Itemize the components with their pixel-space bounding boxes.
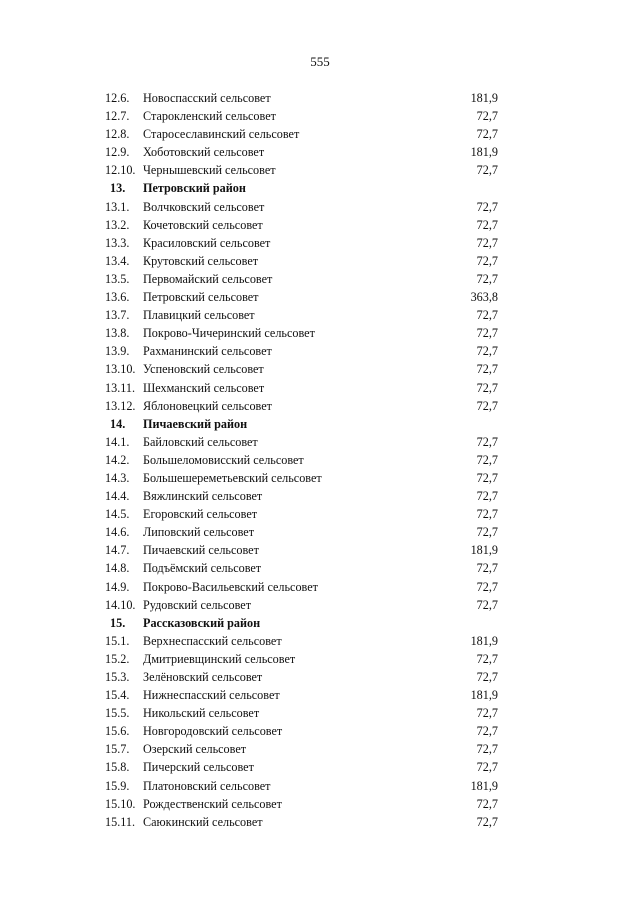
table-row — [0, 161, 640, 179]
district-heading-row — [0, 614, 640, 632]
row-value: 72,7 — [476, 651, 498, 666]
council-name: Покрово-Чичеринский сельсовет — [143, 326, 315, 341]
council-name: Первомайский сельсовет — [143, 271, 273, 286]
table-row — [0, 541, 640, 559]
row-number: 14.10. — [105, 597, 136, 612]
council-name: Озерский сельсовет — [143, 742, 247, 757]
council-name: Чернышевский сельсовет — [143, 163, 276, 178]
table-row — [0, 143, 640, 161]
row-value: 72,7 — [476, 326, 498, 341]
council-name: Плавицкий сельсовет — [143, 308, 255, 323]
row-number: 12.6. — [105, 91, 130, 105]
row-number: 13. — [110, 181, 126, 196]
row-value: 181,9 — [470, 145, 498, 160]
row-value: 72,7 — [476, 706, 498, 721]
row-number: 15.10. — [105, 796, 136, 811]
row-value: 72,7 — [476, 742, 498, 757]
row-number: 15.2. — [105, 651, 130, 666]
council-name: Зелёновский сельсовет — [143, 670, 263, 684]
council-name: Старокленский сельсовет — [143, 109, 276, 124]
row-value: 181,9 — [470, 91, 498, 105]
row-number: 14.5. — [105, 507, 130, 522]
row-value: 72,7 — [476, 199, 498, 214]
council-name: Красиловский сельсовет — [143, 235, 271, 250]
page-number: 555 — [310, 54, 330, 69]
row-value: 72,7 — [476, 380, 498, 395]
council-name: Вяжлинский сельсовет — [143, 489, 263, 504]
row-value: 72,7 — [476, 398, 498, 413]
council-name: Дмитриевщинский сельсовет — [143, 651, 296, 666]
table-row — [0, 668, 640, 686]
row-number: 13.8. — [105, 326, 130, 341]
table-row — [0, 306, 640, 324]
table-row — [0, 650, 640, 668]
row-number: 14.7. — [105, 543, 130, 558]
row-number: 12.8. — [105, 127, 130, 142]
row-number: 13.6. — [105, 290, 130, 305]
table-row — [0, 397, 640, 415]
row-number: 15.11. — [105, 814, 136, 829]
row-value: 72,7 — [476, 489, 498, 504]
table-row — [0, 360, 640, 378]
row-number: 12.7. — [105, 109, 130, 124]
table-row — [0, 740, 640, 758]
table-row — [0, 216, 640, 234]
row-number: 13.2. — [105, 217, 130, 232]
row-number: 13.3. — [105, 235, 130, 250]
row-value: 72,7 — [476, 507, 498, 522]
table-row — [0, 469, 640, 487]
table-row — [0, 89, 640, 107]
council-name: Верхнеспасский сельсовет — [143, 633, 282, 648]
row-number: 14.3. — [105, 470, 130, 485]
row-value: 72,7 — [476, 470, 498, 485]
row-value: 72,7 — [476, 271, 498, 286]
table-row — [0, 288, 640, 306]
row-value: 72,7 — [476, 724, 498, 739]
row-value: 72,7 — [476, 235, 498, 250]
council-name: Старосеславинский сельсовет — [143, 127, 300, 142]
row-value: 72,7 — [476, 597, 498, 612]
table-row — [0, 559, 640, 577]
row-value: 72,7 — [476, 670, 498, 684]
council-name: Байловский сельсовет — [143, 434, 258, 449]
row-number: 14.2. — [105, 452, 130, 467]
table-row — [0, 578, 640, 596]
table-row — [0, 505, 640, 523]
table-row — [0, 270, 640, 288]
council-name: Петровский сельсовет — [143, 290, 259, 305]
council-name: Никольский сельсовет — [143, 706, 260, 721]
row-number: 15.8. — [105, 760, 130, 775]
row-value: 181,9 — [470, 633, 498, 648]
row-number: 15. — [110, 615, 126, 630]
row-number: 13.11. — [105, 380, 136, 395]
table-row — [0, 777, 640, 795]
district-heading-row — [0, 415, 640, 433]
row-value: 72,7 — [476, 344, 498, 359]
council-name: Рахманинский сельсовет — [143, 344, 272, 359]
row-number: 12.9. — [105, 145, 130, 160]
council-name: Платоновский сельсовет — [143, 778, 271, 793]
council-name: Рудовский сельсовет — [143, 597, 252, 612]
row-value: 181,9 — [470, 688, 498, 703]
council-name: Липовский сельсовет — [143, 525, 255, 540]
row-number: 15.1. — [105, 633, 130, 648]
council-name: Большешереметьевский сельсовет — [143, 470, 322, 485]
table-row — [0, 252, 640, 270]
table-row — [0, 198, 640, 216]
table-row — [0, 107, 640, 125]
table-row — [0, 379, 640, 397]
row-number: 15.3. — [105, 670, 130, 684]
row-number: 15.6. — [105, 724, 130, 739]
row-value: 72,7 — [476, 163, 498, 178]
council-name: Пичерский сельсовет — [143, 760, 254, 775]
table-row — [0, 758, 640, 776]
table-row — [0, 342, 640, 360]
row-number: 13.9. — [105, 344, 130, 359]
council-name: Новгородовский сельсовет — [143, 724, 283, 739]
table-row — [0, 523, 640, 541]
document-table — [0, 89, 640, 831]
row-value: 72,7 — [476, 525, 498, 540]
row-value: 72,7 — [476, 760, 498, 775]
district-name: Петровский район — [143, 181, 246, 196]
row-number: 15.4. — [105, 688, 130, 703]
district-name: Пичаевский район — [143, 416, 248, 431]
table-row — [0, 324, 640, 342]
row-number: 13.7. — [105, 308, 130, 323]
council-name: Новоспасский сельсовет — [143, 91, 271, 105]
council-name: Волчковский сельсовет — [143, 199, 265, 214]
table-row — [0, 795, 640, 813]
table-row — [0, 487, 640, 505]
row-value: 72,7 — [476, 308, 498, 323]
row-number: 13.10. — [105, 362, 136, 377]
council-name: Саюкинский сельсовет — [143, 814, 263, 829]
table-row — [0, 813, 640, 831]
row-number: 15.7. — [105, 742, 130, 757]
row-number: 13.1. — [105, 199, 130, 214]
council-name: Большеломовисский сельсовет — [143, 452, 304, 467]
council-name: Егоровский сельсовет — [143, 507, 258, 522]
table-row — [0, 596, 640, 614]
council-name: Хоботовский сельсовет — [143, 145, 265, 160]
row-number: 14.8. — [105, 561, 130, 576]
row-number: 15.5. — [105, 706, 130, 721]
row-number: 14.9. — [105, 579, 130, 594]
council-name: Рождественский сельсовет — [143, 796, 282, 811]
council-name: Яблоновецкий сельсовет — [143, 398, 272, 413]
row-value: 72,7 — [476, 561, 498, 576]
row-number: 15.9. — [105, 778, 130, 793]
council-name: Нижнеспасский сельсовет — [143, 688, 280, 703]
row-number: 14.4. — [105, 489, 130, 504]
row-value: 72,7 — [476, 814, 498, 829]
council-name: Шехманский сельсовет — [143, 380, 265, 395]
council-name: Успеновский сельсовет — [143, 362, 264, 377]
row-value: 181,9 — [470, 543, 498, 558]
row-number: 12.10. — [105, 163, 136, 178]
council-name: Кочетовский сельсовет — [143, 217, 263, 232]
row-value: 72,7 — [476, 127, 498, 142]
row-number: 14. — [110, 416, 126, 431]
council-name: Крутовский сельсовет — [143, 253, 259, 268]
row-value: 72,7 — [476, 362, 498, 377]
row-number: 13.5. — [105, 271, 130, 286]
row-value: 181,9 — [470, 778, 498, 793]
district-name: Рассказовский район — [143, 615, 261, 630]
table-row — [0, 632, 640, 650]
row-number: 14.1. — [105, 434, 130, 449]
row-value: 72,7 — [476, 452, 498, 467]
row-value: 72,7 — [476, 579, 498, 594]
table-row — [0, 686, 640, 704]
row-value: 72,7 — [476, 796, 498, 811]
row-value: 72,7 — [476, 434, 498, 449]
council-name: Пичаевский сельсовет — [143, 543, 259, 558]
table-row — [0, 234, 640, 252]
council-name: Покрово-Васильевский сельсовет — [143, 579, 318, 594]
table-row — [0, 451, 640, 469]
district-heading-row — [0, 179, 640, 197]
row-value: 72,7 — [476, 253, 498, 268]
row-number: 13.4. — [105, 253, 130, 268]
table-row — [0, 433, 640, 451]
row-value: 363,8 — [470, 290, 498, 305]
row-number: 13.12. — [105, 398, 136, 413]
table-row — [0, 722, 640, 740]
council-name: Подъёмский сельсовет — [143, 561, 262, 576]
row-value: 72,7 — [476, 109, 498, 124]
row-number: 14.6. — [105, 525, 130, 540]
row-value: 72,7 — [476, 217, 498, 232]
table-row — [0, 704, 640, 722]
table-row — [0, 125, 640, 143]
